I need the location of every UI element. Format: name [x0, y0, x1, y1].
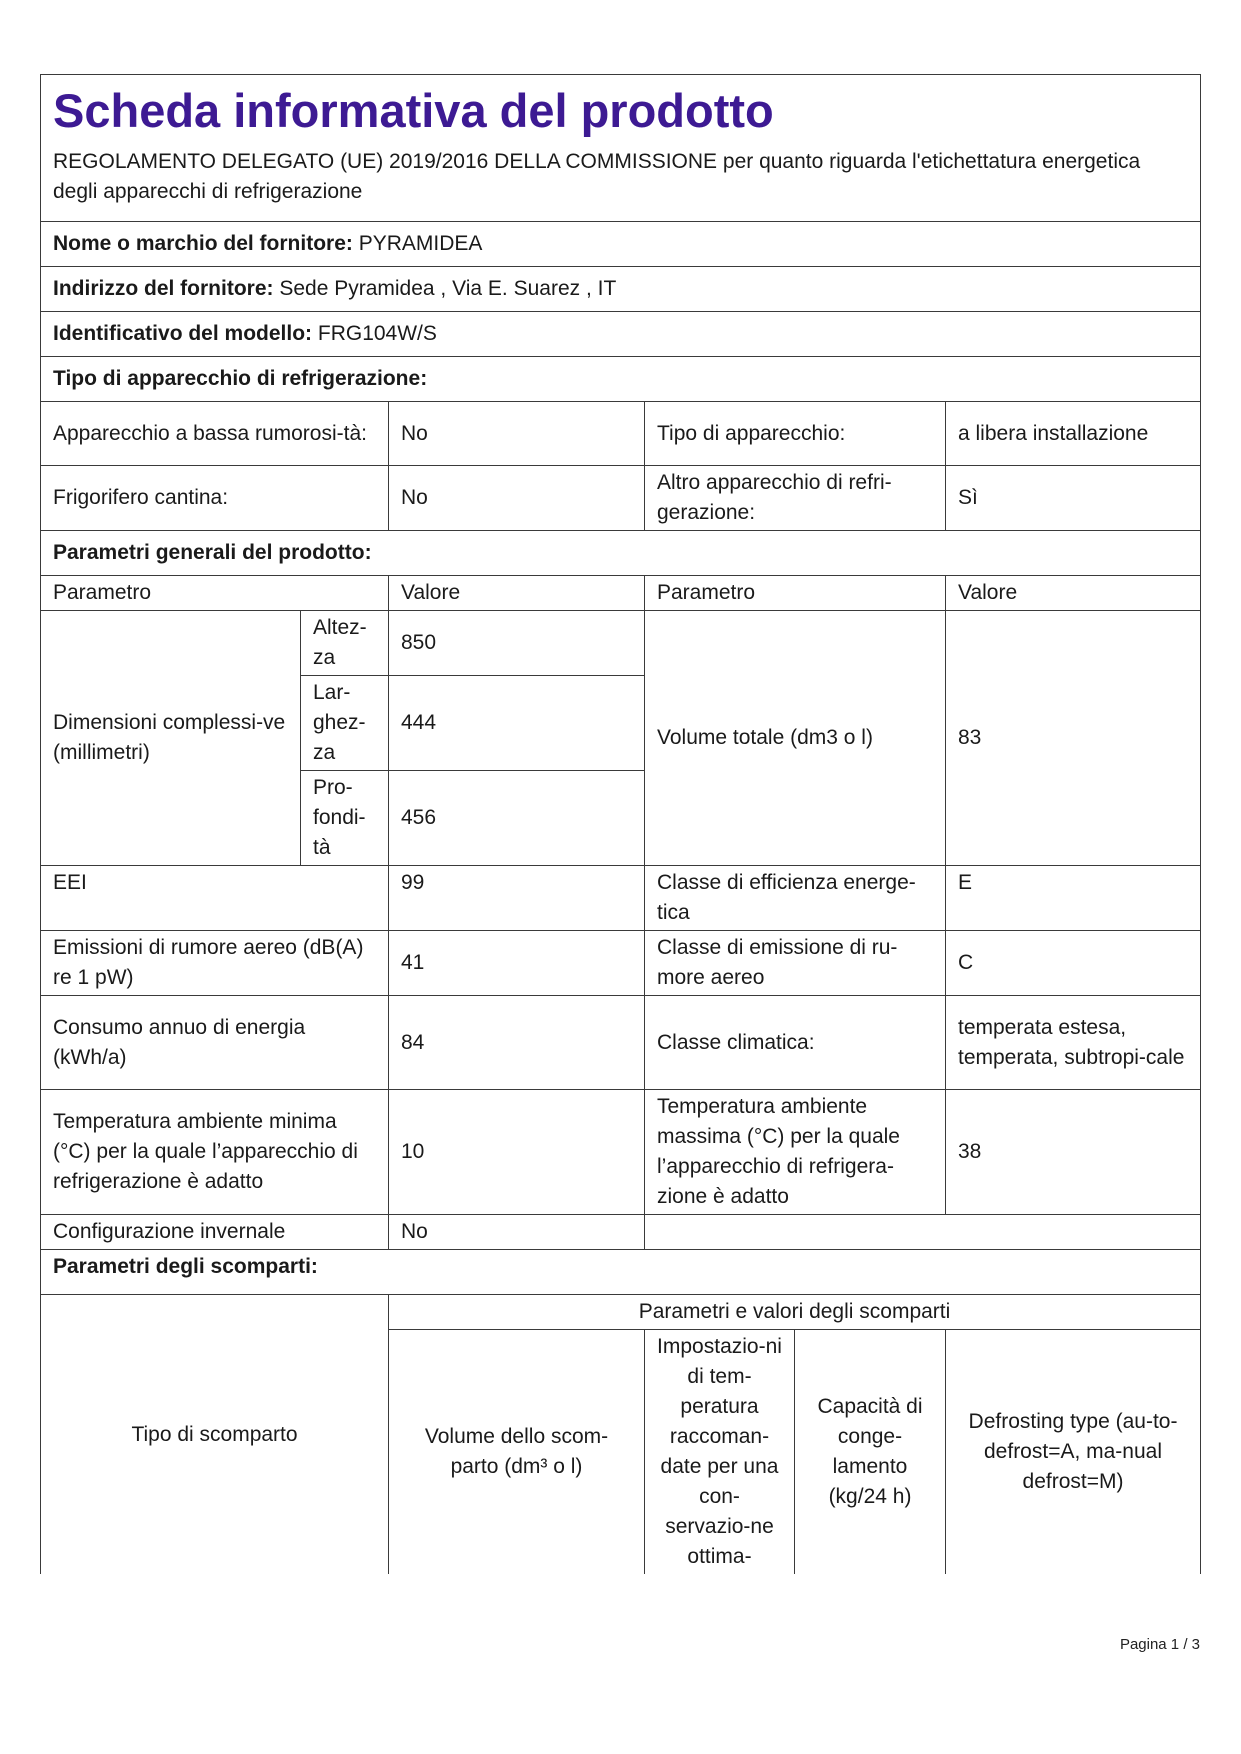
model-id-row: [41, 312, 1201, 357]
supplier-address-value: Sede Pyramidea , Via E. Suarez , IT: [279, 277, 617, 300]
supplier-address-label: Indirizzo del fornitore:: [53, 277, 274, 300]
noise-emission-label: Emissioni di rumore aereo (dB(A) re 1 pW): [41, 931, 389, 996]
total-volume-value: 83: [946, 611, 1201, 866]
other-appliance-value: Sì: [946, 466, 1201, 531]
noise-emission-value: 41: [389, 931, 645, 996]
header-cell: [41, 75, 1201, 222]
climate-class-value: temperata estesa, temperata, subtropi-cale: [946, 996, 1201, 1090]
low-noise-value: No: [389, 402, 645, 466]
appliance-type-value: a libera installazione: [946, 402, 1201, 466]
supplier-name-value: PYRAMIDEA: [358, 232, 483, 255]
empty-cell: [645, 1215, 1201, 1250]
energy-class-label: Classe di efficienza energe-tica: [645, 866, 946, 931]
energy-class-value: E: [946, 866, 1201, 931]
freezing-capacity-label: Capacità di conge-lamento (kg/24 h): [795, 1330, 946, 1575]
supplier-address-row: [41, 267, 1201, 312]
product-information-sheet: [40, 74, 1200, 1574]
column-header-value-2: Valore: [946, 576, 1201, 611]
min-temperature-label: Temperatura ambiente minima (°C) per la quale l’apparecchio di refrigerazione è adatto: [41, 1090, 389, 1215]
page-number: Pagina 1 / 3: [1119, 1636, 1200, 1653]
depth-label: Pro-fondi-tà: [301, 771, 389, 866]
width-label: Lar-ghez-za: [301, 676, 389, 771]
annual-consumption-label: Consumo annuo di energia (kWh/a): [41, 996, 389, 1090]
other-appliance-label: Altro apparecchio di refri-gerazione:: [645, 466, 946, 531]
column-header-value: Valore: [389, 576, 645, 611]
compartment-type-label: Tipo di scomparto: [41, 1295, 389, 1575]
noise-class-label: Classe di emissione di ru-more aereo: [645, 931, 946, 996]
annual-consumption-value: 84: [389, 996, 645, 1090]
total-volume-label: Volume totale (dm3 o l): [645, 611, 946, 866]
model-id-value: FRG104W/S: [317, 322, 437, 345]
general-parameters-heading: Parametri generali del prodotto:: [41, 531, 1201, 576]
page-title: Scheda informativa del prodotto: [53, 84, 774, 137]
appliance-type-label: Tipo di apparecchio:: [645, 402, 946, 466]
model-id-label: Identificativo del modello:: [53, 322, 313, 345]
supplier-name-row: [41, 222, 1201, 267]
regulation-subtitle: REGOLAMENTO DELEGATO (UE) 2019/2016 DELLA COMMISSIONE per quanto riguarda l'etichettatura energetica degli apparecchi di refrigerazione: [53, 150, 1141, 203]
column-header-parameter-2: Parametro: [645, 576, 946, 611]
eei-value: 99: [389, 866, 645, 931]
max-temperature-label: Temperatura ambiente massima (°C) per la quale l’apparecchio di refrigera-zione è adatto: [645, 1090, 946, 1215]
height-label: Altez-za: [301, 611, 389, 676]
winter-setting-value: No: [389, 1215, 645, 1250]
compartment-volume-label: Volume dello scom-parto (dm³ o l): [389, 1330, 645, 1575]
defrosting-type-label: Defrosting type (au-to-defrost=A, ma-nual defrost=M): [946, 1330, 1201, 1575]
min-temperature-value: 10: [389, 1090, 645, 1215]
width-value: 444: [389, 676, 645, 771]
height-value: 850: [389, 611, 645, 676]
compartment-parameters-header: Parametri e valori degli scomparti: [389, 1295, 1201, 1330]
climate-class-label: Classe climatica:: [645, 996, 946, 1090]
wine-storage-value: No: [389, 466, 645, 531]
wine-storage-label: Frigorifero cantina:: [41, 466, 389, 531]
sheet-table: [40, 74, 1201, 1574]
column-header-parameter: Parametro: [41, 576, 389, 611]
noise-class-value: C: [946, 931, 1201, 996]
dimensions-label: Dimensioni complessi-ve (millimetri): [41, 611, 301, 866]
appliance-type-heading: Tipo di apparecchio di refrigerazione:: [41, 357, 1201, 402]
max-temperature-value: 38: [946, 1090, 1201, 1215]
eei-label: EEI: [41, 866, 389, 931]
winter-setting-label: Configurazione invernale: [41, 1215, 389, 1250]
low-noise-label: Apparecchio a bassa rumorosi-tà:: [41, 402, 389, 466]
temperature-settings-label: Impostazio-ni di tem-peratura raccoman-date per una con-servazio-ne ottima-: [645, 1330, 795, 1575]
supplier-name-label: Nome o marchio del fornitore:: [53, 232, 353, 255]
depth-value: 456: [389, 771, 645, 866]
compartments-heading: Parametri degli scomparti:: [41, 1250, 1201, 1295]
